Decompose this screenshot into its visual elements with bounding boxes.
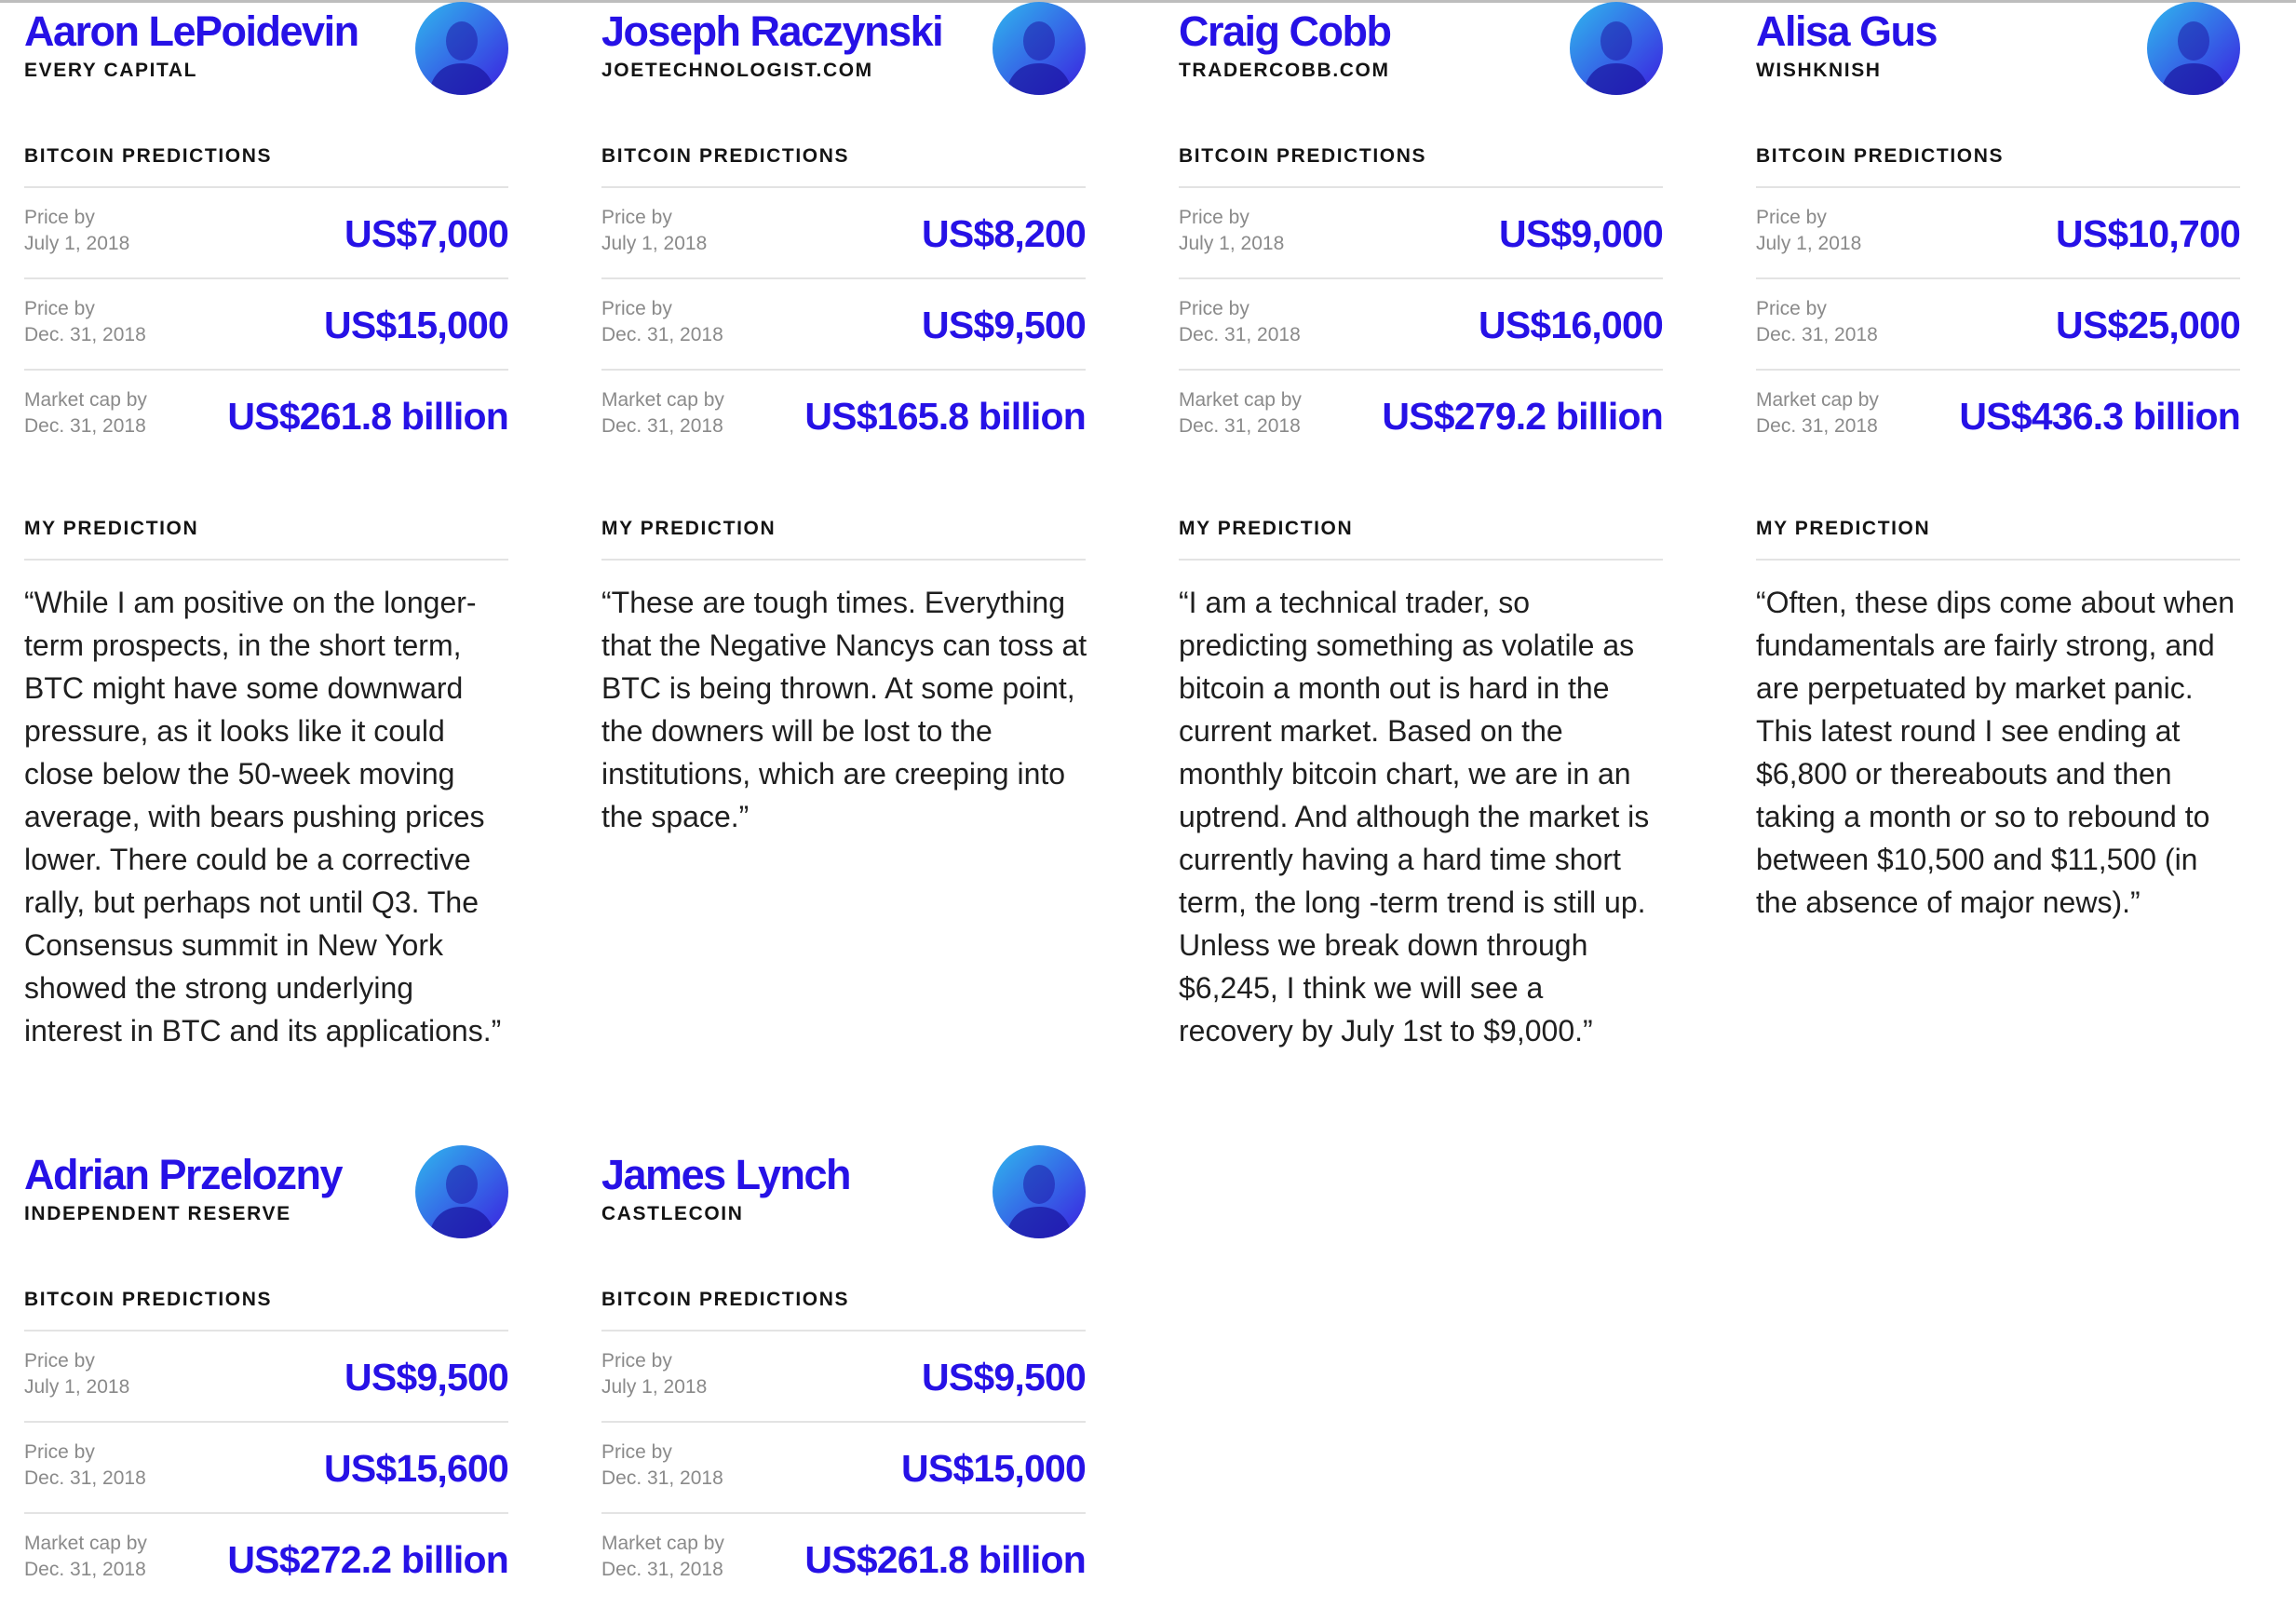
my-prediction-heading: MY PREDICTION: [1756, 514, 2240, 561]
my-prediction-heading: MY PREDICTION: [1179, 514, 1663, 561]
market-cap-value: US$279.2 billion: [1382, 395, 1663, 438]
market-cap-label: [601, 387, 806, 439]
price-by-label: Price by: [24, 298, 95, 319]
avatar: [993, 2, 1086, 95]
expert-company: WISHKNISH: [1756, 60, 1882, 81]
price-by-label: Price by: [24, 1441, 95, 1463]
price-july-value: US$7,000: [344, 212, 508, 255]
bitcoin-predictions-heading: BITCOIN PREDICTIONS: [601, 142, 1086, 188]
price-dec-label: [601, 1440, 806, 1492]
price-by-label: Price by: [24, 207, 95, 228]
date-dec-label: Dec. 31, 2018: [24, 324, 146, 345]
price-by-label: Price by: [1179, 298, 1249, 319]
price-dec-row: [601, 279, 1086, 371]
price-july-value: US$8,200: [922, 212, 1086, 255]
date-july-label: July 1, 2018: [24, 233, 130, 254]
my-prediction-section: [1179, 514, 1663, 1052]
price-july-row: [1179, 188, 1663, 279]
expert-company: EVERY CAPITAL: [24, 60, 198, 81]
market-cap-by-label: Market cap by: [24, 389, 147, 411]
price-july-label: [601, 1348, 806, 1400]
avatar: [415, 1145, 508, 1238]
price-dec-row: [24, 279, 508, 371]
price-july-row: [1756, 188, 2240, 279]
market-cap-value: US$165.8 billion: [804, 395, 1086, 438]
predictions-grid: [24, 0, 2296, 1622]
prediction-quote: “Often, these dips come about when fundamentals are fairly strong, and are perpetuated by market panic. This latest round I see ending at $6,800 or thereabouts and then taking a month or so to rebound to between $10,500 and $11,500 (in the absence of major news).”: [1756, 586, 2235, 919]
portrait-photo-icon: [415, 2, 508, 95]
date-dec-label: Dec. 31, 2018: [1756, 324, 1878, 345]
market-cap-value: US$261.8 billion: [804, 1538, 1086, 1581]
date-dec-label: Dec. 31, 2018: [601, 415, 723, 437]
price-dec-row: [1756, 279, 2240, 371]
price-by-label: Price by: [1756, 298, 1827, 319]
date-dec-label: Dec. 31, 2018: [24, 1467, 146, 1489]
price-july-row: [24, 188, 508, 279]
price-by-label: Price by: [1179, 207, 1249, 228]
market-cap-label: [1756, 387, 1961, 439]
market-cap-row: [601, 1514, 1086, 1603]
prediction-quote: “These are tough times. Everything that the Negative Nancys can toss at BTC is being thrown. At some point, the downers will be lost to the institutions, which are creeping into the space.”: [601, 586, 1087, 833]
price-july-value: US$9,000: [1499, 212, 1663, 255]
bitcoin-predictions-heading: BITCOIN PREDICTIONS: [24, 1285, 508, 1331]
expert-name: Alisa Gus: [1756, 7, 1938, 55]
prediction-quote: “I am a technical trader, so predicting something as volatile as bitcoin a month out is hard in the current market. Based on the monthly bitcoin chart, we are in an uptrend. And although the market is currently having a hard time short term, the long -term trend is still up. Unless we break down through $6,245, I think we will see a recovery by July 1st to $9,000.”: [1179, 586, 1650, 1048]
price-july-value: US$10,700: [2056, 212, 2240, 255]
price-july-row: [601, 1331, 1086, 1423]
price-july-row: [601, 188, 1086, 279]
price-dec-label: [1756, 296, 1961, 348]
bitcoin-predictions-heading: BITCOIN PREDICTIONS: [1179, 142, 1663, 188]
price-dec-row: [24, 1423, 508, 1514]
card-header: [1179, 0, 1663, 142]
bitcoin-predictions-heading: BITCOIN PREDICTIONS: [601, 1285, 1086, 1331]
expert-card: [1756, 0, 2240, 1143]
card-header: [1756, 0, 2240, 142]
price-july-label: [24, 205, 229, 257]
market-cap-by-label: Market cap by: [601, 389, 724, 411]
market-cap-by-label: Market cap by: [1756, 389, 1879, 411]
avatar: [415, 2, 508, 95]
portrait-photo-icon: [1570, 2, 1663, 95]
card-header: [601, 1143, 1086, 1285]
price-by-label: Price by: [601, 298, 672, 319]
price-dec-value: US$15,000: [901, 1447, 1086, 1490]
market-cap-row: [24, 1514, 508, 1603]
market-cap-label: [24, 1531, 229, 1583]
expert-company: JOETECHNOLOGIST.COM: [601, 60, 873, 81]
market-cap-value: US$272.2 billion: [227, 1538, 508, 1581]
price-by-label: Price by: [601, 207, 672, 228]
expert-name: Adrian Przelozny: [24, 1151, 343, 1198]
my-prediction-heading: MY PREDICTION: [24, 514, 508, 561]
expert-card: [24, 0, 508, 1143]
avatar: [2147, 2, 2240, 95]
market-cap-label: [601, 1531, 806, 1583]
market-cap-label: [24, 387, 229, 439]
price-dec-value: US$9,500: [922, 304, 1086, 346]
price-july-label: [1179, 205, 1384, 257]
expert-card: [24, 1143, 508, 1622]
price-dec-row: [601, 1423, 1086, 1514]
market-cap-value: US$261.8 billion: [227, 395, 508, 438]
price-july-value: US$9,500: [344, 1356, 508, 1399]
market-cap-value: US$436.3 billion: [1959, 395, 2240, 438]
price-by-label: Price by: [601, 1441, 672, 1463]
bitcoin-predictions-heading: BITCOIN PREDICTIONS: [1756, 142, 2240, 188]
price-july-label: [1756, 205, 1961, 257]
price-dec-label: [24, 296, 229, 348]
my-prediction-section: [24, 514, 508, 1052]
price-by-label: Price by: [601, 1350, 672, 1372]
portrait-photo-icon: [993, 1145, 1086, 1238]
expert-company: TRADERCOBB.COM: [1179, 60, 1390, 81]
expert-card: [601, 1143, 1086, 1622]
my-prediction-section: [1756, 514, 2240, 924]
expert-name: Aaron LePoidevin: [24, 7, 358, 55]
date-dec-label: Dec. 31, 2018: [601, 1467, 723, 1489]
price-dec-value: US$25,000: [2056, 304, 2240, 346]
date-dec-label: Dec. 31, 2018: [1756, 415, 1878, 437]
date-july-label: July 1, 2018: [601, 233, 708, 254]
market-cap-by-label: Market cap by: [24, 1533, 147, 1554]
date-dec-label: Dec. 31, 2018: [24, 1559, 146, 1580]
price-dec-value: US$15,000: [324, 304, 508, 346]
date-dec-label: Dec. 31, 2018: [601, 1559, 723, 1580]
expert-company: INDEPENDENT RESERVE: [24, 1203, 291, 1224]
card-header: [601, 0, 1086, 142]
date-july-label: July 1, 2018: [24, 1376, 130, 1398]
expert-name: Joseph Raczynski: [601, 7, 943, 55]
market-cap-by-label: Market cap by: [601, 1533, 724, 1554]
portrait-photo-icon: [993, 2, 1086, 95]
price-july-value: US$9,500: [922, 1356, 1086, 1399]
price-dec-label: [601, 296, 806, 348]
price-by-label: Price by: [1756, 207, 1827, 228]
date-dec-label: Dec. 31, 2018: [24, 415, 146, 437]
portrait-photo-icon: [415, 1145, 508, 1238]
date-dec-label: Dec. 31, 2018: [1179, 415, 1301, 437]
my-prediction-heading: MY PREDICTION: [601, 514, 1086, 561]
price-july-row: [24, 1331, 508, 1423]
expert-name: Craig Cobb: [1179, 7, 1391, 55]
market-cap-row: [24, 371, 508, 460]
portrait-photo-icon: [2147, 2, 2240, 95]
market-cap-row: [601, 371, 1086, 460]
card-header: [24, 0, 508, 142]
date-july-label: July 1, 2018: [1179, 233, 1285, 254]
market-cap-row: [1756, 371, 2240, 460]
date-dec-label: Dec. 31, 2018: [1179, 324, 1301, 345]
expert-card: [1179, 0, 1663, 1143]
price-by-label: Price by: [24, 1350, 95, 1372]
prediction-quote: “While I am positive on the longer-term prospects, in the short term, BTC might have some downward pressure, as it looks like it could close below the 50-week moving average, with bears pushing prices lower. There could be a corrective rally, but perhaps not until Q3. The Consensus summit in New York showed the strong underlying interest in BTC and its applications.”: [24, 586, 502, 1048]
price-july-label: [601, 205, 806, 257]
price-july-label: [24, 1348, 229, 1400]
price-dec-row: [1179, 279, 1663, 371]
price-dec-value: US$16,000: [1479, 304, 1663, 346]
date-july-label: July 1, 2018: [1756, 233, 1862, 254]
date-july-label: July 1, 2018: [601, 1376, 708, 1398]
expert-card: [601, 0, 1086, 1143]
expert-name: James Lynch: [601, 1151, 850, 1198]
market-cap-row: [1179, 371, 1663, 460]
expert-company: CASTLECOIN: [601, 1203, 744, 1224]
card-header: [24, 1143, 508, 1285]
avatar: [1570, 2, 1663, 95]
date-dec-label: Dec. 31, 2018: [601, 324, 723, 345]
bitcoin-predictions-heading: BITCOIN PREDICTIONS: [24, 142, 508, 188]
avatar: [993, 1145, 1086, 1238]
price-dec-label: [1179, 296, 1384, 348]
market-cap-by-label: Market cap by: [1179, 389, 1302, 411]
market-cap-label: [1179, 387, 1384, 439]
price-dec-value: US$15,600: [324, 1447, 508, 1490]
my-prediction-section: [601, 514, 1086, 838]
price-dec-label: [24, 1440, 229, 1492]
